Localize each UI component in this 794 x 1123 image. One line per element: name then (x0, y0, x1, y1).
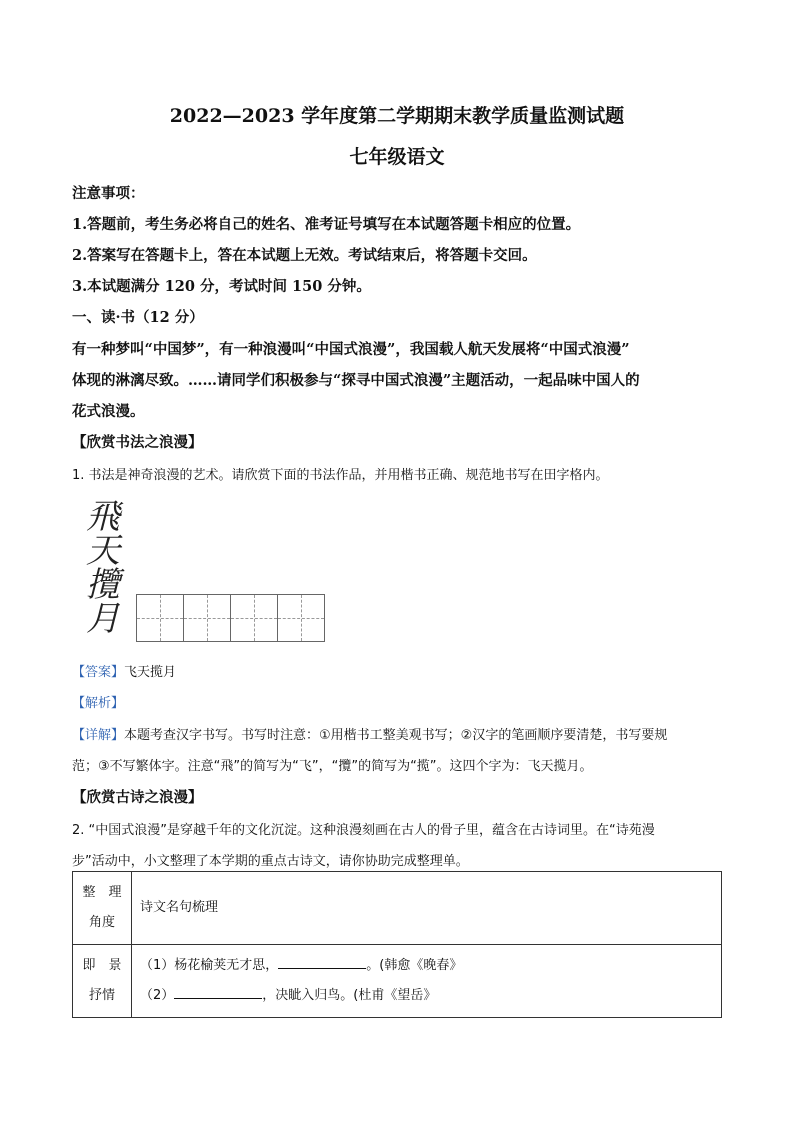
exam-subtitle: 七年级语文 (349, 146, 445, 168)
intro-line-3: 花式浪漫。 (72, 403, 145, 420)
note-item-3: 3.本试题满分 120 分，考试时间 150 分钟。 (72, 278, 371, 295)
poem-line-1 (140, 951, 713, 981)
calligraphy-char: 攬 (86, 565, 120, 605)
poem-line-2 (140, 981, 713, 1011)
tianzige-cell[interactable] (183, 594, 231, 642)
table-cell (73, 945, 132, 1018)
detail-line-2: 范；③不写繁体字。注意“飛”的简写为“飞”，“攬”的简写为“揽”。这四个字为：飞天揽月。 (72, 759, 593, 774)
fill-blank[interactable] (174, 984, 262, 999)
head-left-1: 整 理 (82, 885, 122, 900)
intro-line-1: 有一种梦叫“中国梦”，有一种浪漫叫“中国式浪漫”，我国载人航天发展将“中国式浪漫” (72, 341, 630, 358)
note-item-2: 2.答案写在答题卡上，答在本试题上无效。考试结束后，将答题卡交回。 (72, 247, 537, 264)
intro-line-2: 体现的淋漓尽致。……请同学们积极参与“探寻中国式浪漫”主题活动，一起品味中国人的 (72, 372, 640, 389)
row1-left-2: 抒情 (88, 988, 115, 1003)
head-left-2: 角度 (88, 915, 115, 930)
part2-heading: 【欣赏古诗之浪漫】 (72, 789, 203, 806)
exam-title: 2022—2023 学年度第二学期期末教学质量监测试题 (169, 105, 625, 127)
answer-text: 飞天揽月 (124, 665, 177, 680)
detail-text-1: 本题考查汉字书写。书写时注意：①用楷书工整美观书写；②汉字的笔画顺序要清楚，书写要规 (124, 728, 668, 743)
part1-heading: 【欣赏书法之浪漫】 (72, 434, 203, 451)
table-cell (132, 945, 722, 1018)
calligraphy-image (78, 497, 128, 639)
poem-text: （2） (140, 988, 175, 1003)
question-1: 1. 书法是神奇浪漫的艺术。请欣赏下面的书法作品，并用楷书正确、规范地书写在田字格内。 (72, 468, 609, 483)
answer-line (72, 661, 176, 680)
row1-left-1: 即 景 (82, 958, 122, 973)
tianzige-cell[interactable] (136, 594, 184, 642)
question-2-line-1: 2. “中国式浪漫”是穿越千年的文化沉淀。这种浪漫刻画在古人的骨子里，蕴含在古诗词里。在“诗苑漫 (72, 823, 655, 838)
question-2-line-2: 步”活动中，小文整理了本学期的重点古诗文，请你协助完成整理单。 (72, 854, 469, 869)
calligraphy-char: 月 (86, 599, 120, 639)
detail-line-1 (72, 724, 667, 743)
poetry-table (72, 871, 722, 1018)
answer-tag: 【答案】 (72, 665, 125, 680)
tianzige-cell[interactable] (277, 594, 325, 642)
poem-source: ，决眦入归鸟。(杜甫《望岳》 (262, 988, 437, 1003)
tianzige-grid (136, 594, 324, 642)
table-cell (73, 872, 132, 945)
analysis-tag: 【解析】 (72, 696, 125, 711)
poem-source: 。(韩愈《晚春》 (366, 958, 463, 973)
poem-text: （1）杨花榆荚无才思， (140, 958, 279, 973)
note-item-1: 1.答题前，考生务必将自己的姓名、准考证号填写在本试题答题卡相应的位置。 (72, 216, 581, 233)
calligraphy-char: 飛 (86, 497, 120, 537)
fill-blank[interactable] (278, 954, 366, 969)
tianzige-cell[interactable] (230, 594, 278, 642)
table-row (73, 872, 722, 945)
notes-heading: 注意事项： (72, 185, 145, 202)
table-row (73, 945, 722, 1018)
calligraphy-char: 天 (86, 531, 120, 571)
head-right: 诗文名句梳理 (132, 872, 722, 945)
detail-tag: 【详解】 (72, 728, 125, 743)
section1-heading: 一、读·书（12 分） (72, 309, 204, 326)
